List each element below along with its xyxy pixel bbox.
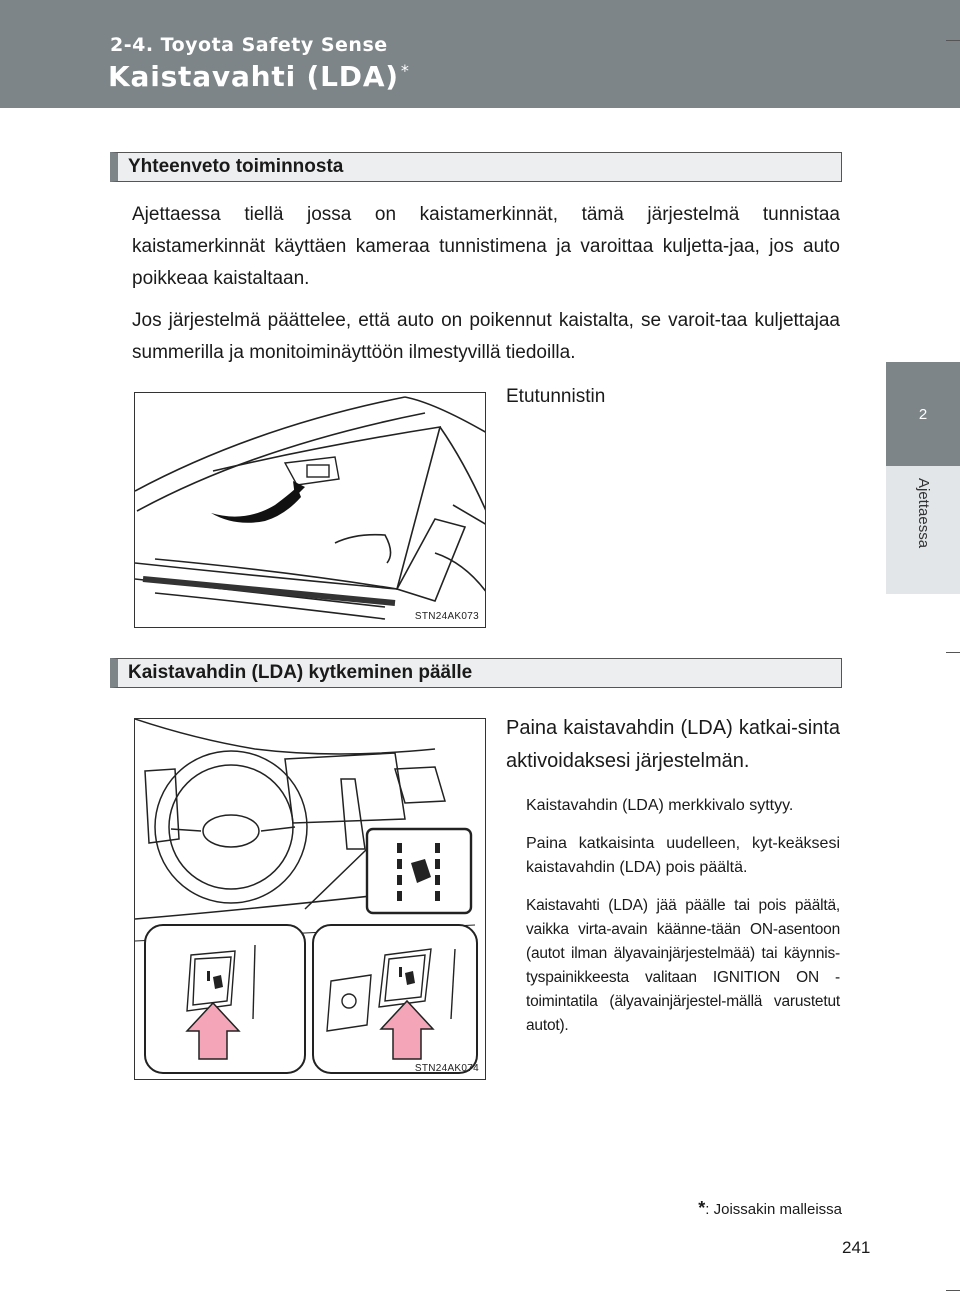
page-number: 241 — [842, 1238, 871, 1257]
overview-paragraph-2: Jos järjestelmä päättelee, että auto on poikennut kaistalta, se varoit-taa kuljettajaa summerilla ja monitoiminäyttöön ilmestyvillä tiedoilla. — [132, 310, 840, 363]
footnote-text: : Joissakin malleissa — [705, 1201, 842, 1218]
activation-instructions — [506, 712, 840, 1038]
page-title — [108, 60, 410, 93]
activation-note-2: Paina katkaisinta uudelleen, kyt-keäksesi kaistavahdin (LDA) pois päältä. — [526, 835, 840, 876]
sensor-label: Etutunnistin — [506, 386, 606, 407]
crop-mark — [946, 1290, 960, 1291]
activation-lead: Paina kaistavahdin (LDA) katkai-sinta aktivoidaksesi järjestelmän. — [506, 717, 840, 772]
chapter-tab — [886, 362, 960, 466]
section-heading-activation — [110, 658, 842, 688]
footnote — [698, 1198, 842, 1219]
lda-switch-illustration — [134, 718, 486, 1080]
optional-mark: * — [400, 60, 410, 80]
chapter-tab-label: Ajettaessa — [915, 478, 932, 549]
section-heading-overview — [110, 152, 842, 182]
page-title-text: Kaistavahti (LDA) — [108, 60, 399, 93]
crop-mark — [946, 40, 960, 41]
chapter-header — [0, 0, 960, 108]
section-heading-text: Kaistavahdin (LDA) kytkeminen päälle — [128, 662, 473, 683]
chapter-number: 2 — [918, 406, 928, 423]
footnote-mark: * — [698, 1198, 706, 1218]
overview-paragraph-1: Ajettaessa tiellä jossa on kaistamerkinnät, tämä järjestelmä tunnistaa kaistamerkinnät käyttäen kameraa tunnistimena ja varoittaa kuljetta-jaa, jos auto poikkeaa kaistaltaan. — [132, 204, 840, 289]
figure-code: STN24AK073 — [414, 611, 479, 622]
crop-mark — [946, 652, 960, 653]
activation-note-1: Kaistavahdin (LDA) merkkivalo syttyy. — [526, 797, 794, 814]
dashboard-drawing — [135, 719, 486, 1080]
windshield-camera-illustration — [134, 392, 486, 628]
windshield-drawing — [135, 393, 486, 628]
section-heading-text: Yhteenveto toiminnosta — [128, 156, 344, 177]
figure-code: STN24AK074 — [414, 1063, 479, 1074]
activation-note-3: Kaistavahti (LDA) jää päälle tai pois päältä, vaikka virta-avain käänne-tään ON-asentoon (autot ilman älyavainjärjestelmää) tai käynnis-tyspainikkeesta valitaan IGNITION ON -toimintatila (älyavainjärjestel-mällä varustetut autot). — [526, 897, 840, 1034]
section-label: 2-4. Toyota Safety Sense — [110, 34, 388, 56]
